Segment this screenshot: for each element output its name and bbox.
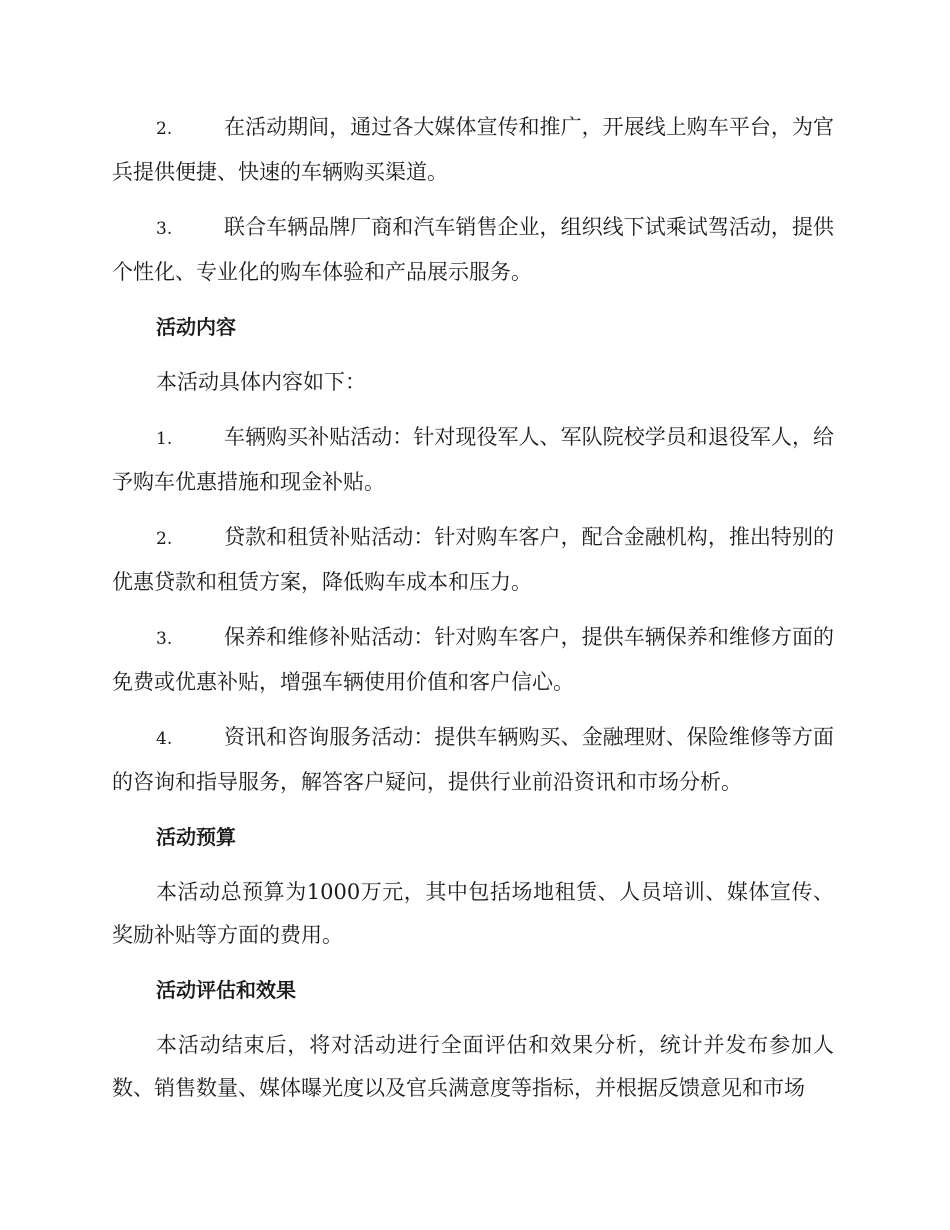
- list-number: 1.: [156, 429, 173, 449]
- section-heading: 活动评估和效果: [156, 978, 296, 1002]
- paragraph: 本活动总预算为1000万元，其中包括场地租赁、人员培训、媒体宣传、奖励补贴等方面的费用。: [112, 880, 834, 947]
- list-item-text: 保养和维修补贴活动：针对购车客户，提供车辆保养和维修方面的免费或优惠补贴，增强车辆使用价值和客户信心。: [112, 625, 834, 694]
- list-item: [112, 206, 834, 294]
- list-item: [112, 616, 834, 704]
- list-number: 3.: [156, 629, 173, 649]
- list-number: 4.: [156, 729, 173, 749]
- list-item: [112, 516, 834, 604]
- paragraph: 本活动结束后，将对活动进行全面评估和效果分析，统计并发布参加人数、销售数量、媒体曝光度以及官兵满意度等指标，并根据反馈意见和市场: [112, 1033, 834, 1100]
- list-number: 3.: [156, 219, 173, 239]
- list-number: 2.: [156, 529, 173, 549]
- list-item-text: 在活动期间，通过各大媒体宣传和推广，开展线上购车平台，为官兵提供便捷、快速的车辆购买渠道。: [112, 115, 834, 184]
- paragraph: 本活动具体内容如下：: [156, 370, 366, 394]
- list-item-text: 贷款和租赁补贴活动：针对购车客户，配合金融机构，推出特别的优惠贷款和租赁方案，降低购车成本和压力。: [112, 525, 834, 594]
- list-item-text: 资讯和咨询服务活动：提供车辆购买、金融理财、保险维修等方面的咨询和指导服务，解答客户疑问，提供行业前沿资讯和市场分析。: [112, 725, 834, 794]
- list-item-text: 车辆购买补贴活动：针对现役军人、军队院校学员和退役军人，给予购车优惠措施和现金补贴。: [112, 425, 834, 494]
- list-item: [112, 416, 834, 504]
- section-heading: 活动内容: [156, 315, 236, 339]
- document-page: [112, 106, 834, 1122]
- list-item-text: 联合车辆品牌厂商和汽车销售企业，组织线下试乘试驾活动，提供个性化、专业化的购车体验和产品展示服务。: [112, 215, 834, 284]
- section-heading: 活动预算: [156, 825, 236, 849]
- list-number: 2.: [156, 119, 173, 139]
- list-item: [112, 106, 834, 194]
- list-item: [112, 716, 834, 804]
